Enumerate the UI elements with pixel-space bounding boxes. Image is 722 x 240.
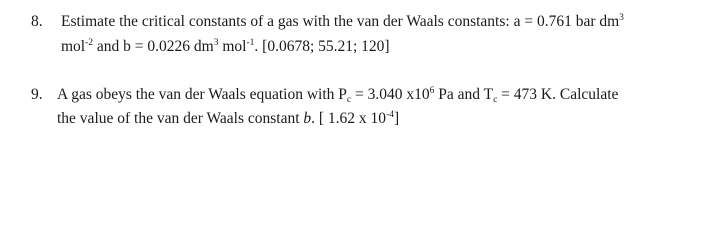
superscript: 6: [429, 86, 435, 96]
problem-text-line-1: [61, 13, 624, 31]
problem-number: 8.: [31, 13, 43, 30]
superscript: -1: [246, 38, 255, 48]
text-run: and b = 0.0226 dm: [93, 38, 214, 55]
problem-text-line-2: [57, 110, 399, 128]
superscript: -4: [386, 110, 394, 120]
text-run: the value of the van der Waals constant: [57, 110, 304, 127]
superscript: 3: [213, 38, 219, 48]
subscript: c: [346, 95, 352, 105]
superscript: 3: [619, 13, 624, 23]
text-run: ]: [393, 110, 400, 127]
text-run: Estimate the critical constants of a gas with the van der Waals constants: a = 0.761 bar dm: [61, 13, 620, 30]
text-run: A gas obeys the van der Waals equation with P: [57, 86, 347, 103]
problem-text-line-2: [61, 38, 390, 56]
text-run: = 3.040 x10: [351, 86, 430, 103]
text-run: = 473 K. Calculate: [497, 86, 619, 103]
answer-text: . [0.0678; 55.21; 120]: [254, 38, 390, 55]
italic-variable: b: [303, 110, 312, 127]
text-run: mol: [61, 38, 86, 55]
text-run: mol: [218, 38, 247, 55]
answer-text: . [ 1.62 x 10: [311, 110, 387, 127]
problem-number: 9.: [31, 86, 43, 103]
superscript: -2: [85, 38, 94, 48]
subscript: c: [493, 95, 498, 105]
problem-text-line-1: [57, 86, 618, 104]
text-run: Pa and T: [434, 86, 494, 103]
